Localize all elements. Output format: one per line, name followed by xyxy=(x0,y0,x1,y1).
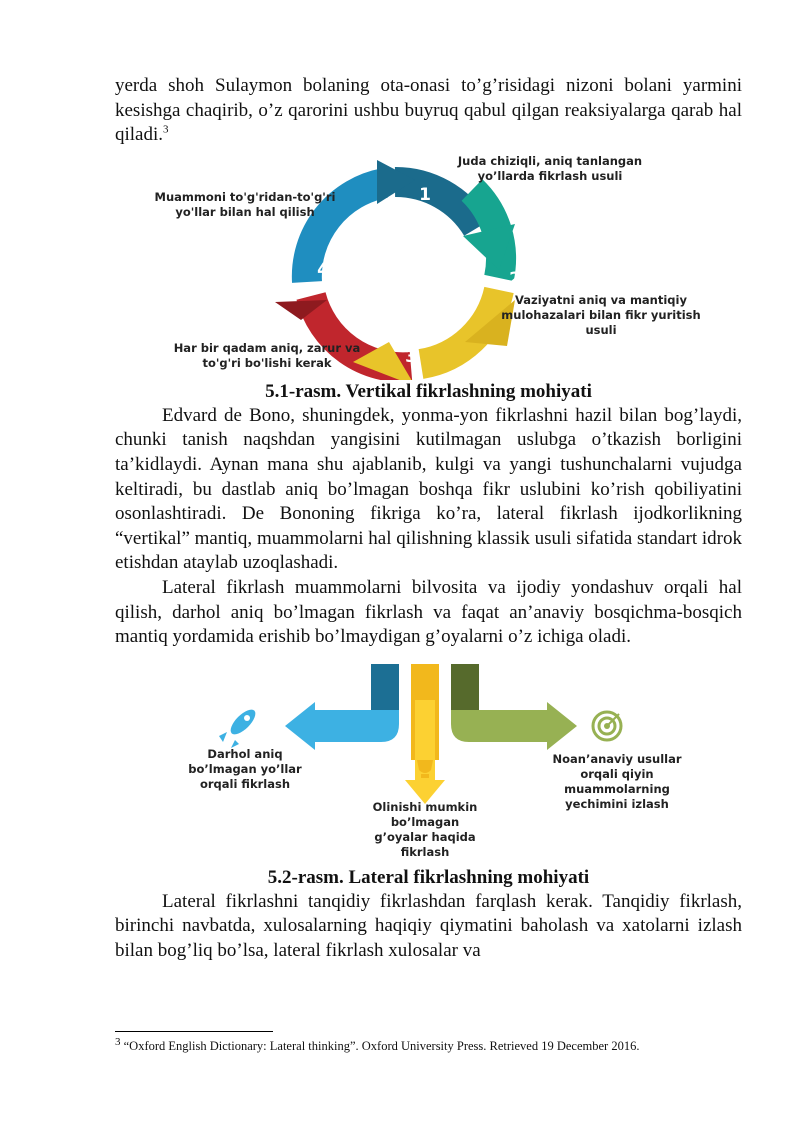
figure-1-caption: 5.1-rasm. Vertikal fikrlashning mohiyati xyxy=(265,380,592,402)
step-number-1: 1 xyxy=(419,184,431,205)
branch-label-middle: Olinishi mumkin bo’lmagan g’oyalar haqida fikrlash xyxy=(372,799,478,859)
footnote-reference[interactable]: 3 xyxy=(163,123,169,136)
paragraph-1 xyxy=(115,74,742,148)
branch-left-stem xyxy=(371,664,399,710)
paragraph-3: Lateral fikrlash muammolarni bilvosita va ijodiy yondashuv orqali hal qilish, darhol aniq bo’lmagan fikrlash va faqat an’anaviy bosqichma-bosqich mantiq yordamida erishib bo’lmaydigan g’oyalarni o’z ichiga oladi. xyxy=(115,576,742,648)
branch-right-stem xyxy=(451,664,479,710)
branch-label-right: Noan’anaviy usullar orqali qiyin muammolarning yechimini izlash xyxy=(552,751,682,811)
step-label-3: Har bir qadam aniq, zarur va to'g'ri bo'lishi kerak xyxy=(173,340,361,370)
paragraph-2: Edvard de Bono, shuningdek, yonma-yon fikrlashni hazil bilan bog’laydi, chunki tanish naqshdan yangisini kutilmagan uslubga o’tkazish borligini ta’kidlaydi. Aynan mana shu ajablanib, kulgi va yangi tushunchalarni vujudga keltiradi, bu dastlab aniq bo’lmagan boshqa fikr uslubini ko’rish qobiliyatini osonlashtiradi. De Bononing fikriga ko’ra, lateral fikrlash ijodkorlikning “vertikal” mantiq, muammolarni hal qilishning klassik usuli sifatida standart idrok etishdan ataylab uzoqlashadi. xyxy=(115,404,742,574)
footnote-number: 3 xyxy=(115,1035,121,1048)
footnote-text: “Oxford English Dictionary: Lateral thinking”. Oxford University Press. Retrieved 19 December 2016. xyxy=(120,1039,640,1053)
footnote xyxy=(115,1035,755,1054)
step-label-4: Muammoni to'g'ridan-to'g'ri yo'llar bilan hal qilish xyxy=(154,189,336,219)
footnote-divider xyxy=(115,1031,273,1032)
branch-label-left: Darhol aniq bo’lmagan yo’llar orqali fikrlash xyxy=(188,746,302,791)
step-label-1: Juda chiziqli, aniq tanlangan yo’llarda fikrlash usuli xyxy=(457,153,643,183)
page-body xyxy=(115,74,742,964)
paragraph-1-text: yerda shoh Sulaymon bolaning ota-onasi to’g’risidagi nizoni bolani yarmini kesishga chaqirib, o’z qarorini ushbu buyruq qabul qilgan reaksiyalarga qarab hal qiladi. xyxy=(115,75,742,146)
step-number-3: 3 xyxy=(405,346,417,367)
target-icon xyxy=(593,712,621,740)
step-number-4: 4 xyxy=(317,259,329,280)
figure-2-caption: 5.2-rasm. Lateral fikrlashning mohiyati xyxy=(267,866,590,888)
paragraph-4: Lateral fikrlashni tanqidiy fikrlashdan farqlash kerak. Tanqidiy fikrlash, birinchi navbatda, xulosalarning haqiqiy qiymatini baholash va xatolarni izlash bilan bog’liq bo’lsa, lateral fikrlash xulosalar va xyxy=(115,890,742,961)
figure-vertical-thinking-cycle xyxy=(115,150,742,380)
step-label-2: Vaziyatni aniq va mantiqiy mulohazalari bilan fikr yuritish usuli xyxy=(501,292,701,337)
cycle-segment-1 xyxy=(395,182,477,228)
rocket-icon xyxy=(219,705,259,747)
step-number-2: 2 xyxy=(509,268,521,289)
figure-lateral-thinking xyxy=(115,664,742,862)
